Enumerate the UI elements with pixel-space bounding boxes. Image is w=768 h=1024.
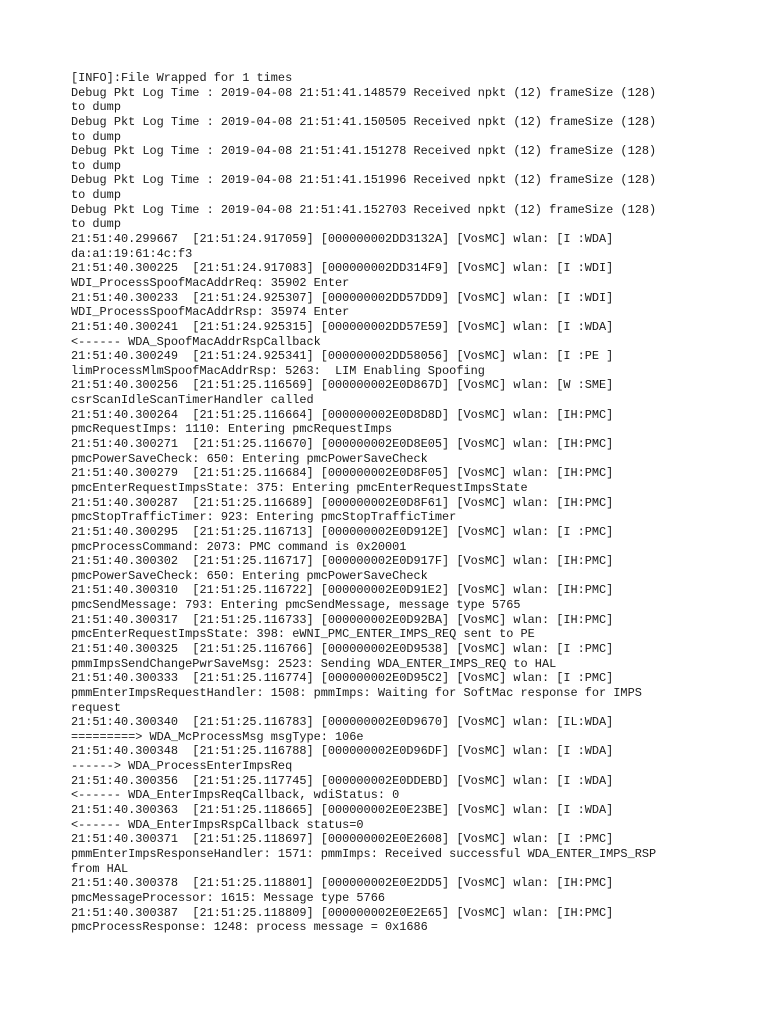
log-line: to dump [71, 188, 121, 203]
log-line: to dump [71, 100, 121, 115]
log-line: pmmEnterImpsRequestHandler: 1508: pmmImps: Waiting for SoftMac response for IMPS [71, 685, 642, 700]
log-line: 21:51:40.300241 [21:51:24.925315] [000000002DD57E59] [VosMC] wlan: [I :WDA] [71, 319, 614, 334]
log-line: pmcStopTrafficTimer: 923: Entering pmcStopTrafficTimer [71, 510, 457, 525]
log-line: Debug Pkt Log Time : 2019-04-08 21:51:41.151996 Received npkt (12) frameSize (128) [71, 173, 657, 188]
log-line: 21:51:40.300340 [21:51:25.116783] [000000002E0D9670] [VosMC] wlan: [IL:WDA] [71, 715, 614, 730]
log-line: Debug Pkt Log Time : 2019-04-08 21:51:41.152703 Received npkt (12) frameSize (128) [71, 202, 657, 217]
log-line: WDI_ProcessSpoofMacAddrReq: 35902 Enter [71, 275, 350, 290]
log-line: Debug Pkt Log Time : 2019-04-08 21:51:41.148579 Received npkt (12) frameSize (128) [71, 85, 657, 100]
log-line: 21:51:40.300356 [21:51:25.117745] [000000002E0DDEBD] [VosMC] wlan: [I :WDA] [71, 773, 614, 788]
log-line: 21:51:40.300287 [21:51:25.116689] [000000002E0D8F61] [VosMC] wlan: [IH:PMC] [71, 495, 614, 510]
log-text-block [71, 71, 751, 935]
log-line: pmcPowerSaveCheck: 650: Entering pmcPowerSaveCheck [71, 568, 428, 583]
log-line: 21:51:40.300225 [21:51:24.917083] [000000002DD314F9] [VosMC] wlan: [I :WDI] [71, 261, 614, 276]
log-line: 21:51:40.300371 [21:51:25.118697] [000000002E0E2608] [VosMC] wlan: [I :PMC] [71, 832, 614, 847]
log-line: ------> WDA_ProcessEnterImpsReq [71, 759, 293, 774]
log-line: 21:51:40.300317 [21:51:25.116733] [000000002E0D92BA] [VosMC] wlan: [IH:PMC] [71, 612, 614, 627]
log-line: pmcPowerSaveCheck: 650: Entering pmcPowerSaveCheck [71, 451, 428, 466]
log-line: 21:51:40.300333 [21:51:25.116774] [000000002E0D95C2] [VosMC] wlan: [I :PMC] [71, 671, 614, 686]
log-line: pmcEnterRequestImpsState: 398: eWNI_PMC_ENTER_IMPS_REQ sent to PE [71, 627, 535, 642]
log-line: 21:51:40.300310 [21:51:25.116722] [000000002E0D91E2] [VosMC] wlan: [IH:PMC] [71, 583, 614, 598]
log-line: 21:51:40.300264 [21:51:25.116664] [000000002E0D8D8D] [VosMC] wlan: [IH:PMC] [71, 407, 614, 422]
log-line: to dump [71, 158, 121, 173]
log-line: limProcessMlmSpoofMacAddrRsp: 5263: LIM Enabling Spoofing [71, 363, 485, 378]
log-line: 21:51:40.300348 [21:51:25.116788] [000000002E0D96DF] [VosMC] wlan: [I :WDA] [71, 744, 614, 759]
log-line: <------ WDA_EnterImpsReqCallback, wdiStatus: 0 [71, 788, 400, 803]
log-line: 21:51:40.300302 [21:51:25.116717] [000000002E0D917F] [VosMC] wlan: [IH:PMC] [71, 554, 614, 569]
log-line: <------ WDA_EnterImpsRspCallback status=0 [71, 817, 364, 832]
log-line: to dump [71, 217, 121, 232]
log-line: da:a1:19:61:4c:f3 [71, 246, 193, 261]
log-line: =========> WDA_McProcessMsg msgType: 106e [71, 729, 364, 744]
log-line: 21:51:40.300233 [21:51:24.925307] [000000002DD57DD9] [VosMC] wlan: [I :WDI] [71, 290, 614, 305]
log-line: pmcSendMessage: 793: Entering pmcSendMessage, message type 5765 [71, 598, 521, 613]
log-line: [INFO]:File Wrapped for 1 times [71, 71, 293, 85]
log-line: pmcRequestImps: 1110: Entering pmcRequestImps [71, 422, 393, 437]
log-line: 21:51:40.300256 [21:51:25.116569] [000000002E0D867D] [VosMC] wlan: [W :SME] [71, 378, 614, 393]
log-line: <------ WDA_SpoofMacAddrRspCallback [71, 334, 321, 349]
log-line: Debug Pkt Log Time : 2019-04-08 21:51:41.150505 Received npkt (12) frameSize (128) [71, 114, 657, 129]
log-line: 21:51:40.299667 [21:51:24.917059] [000000002DD3132A] [VosMC] wlan: [I :WDA] [71, 232, 614, 247]
log-line: to dump [71, 129, 121, 144]
log-line: from HAL [71, 861, 129, 876]
log-line: pmcEnterRequestImpsState: 375: Entering pmcEnterRequestImpsState [71, 480, 528, 495]
log-line: 21:51:40.300363 [21:51:25.118665] [000000002E0E23BE] [VosMC] wlan: [I :WDA] [71, 803, 614, 818]
log-line: 21:51:40.300387 [21:51:25.118809] [000000002E0E2E65] [VosMC] wlan: [IH:PMC] [71, 905, 614, 920]
log-line: pmcProcessResponse: 1248: process message = 0x1686 [71, 920, 428, 935]
log-line: pmcMessageProcessor: 1615: Message type 5766 [71, 890, 385, 905]
log-line: csrScanIdleScanTimerHandler called [71, 393, 314, 408]
log-line: 21:51:40.300325 [21:51:25.116766] [000000002E0D9538] [VosMC] wlan: [I :PMC] [71, 641, 614, 656]
log-line: 21:51:40.300271 [21:51:25.116670] [000000002E0D8E05] [VosMC] wlan: [IH:PMC] [71, 437, 614, 452]
log-line: WDI_ProcessSpoofMacAddrRsp: 35974 Enter [71, 305, 350, 320]
log-line: 21:51:40.300378 [21:51:25.118801] [000000002E0E2DD5] [VosMC] wlan: [IH:PMC] [71, 876, 614, 891]
log-line: 21:51:40.300279 [21:51:25.116684] [000000002E0D8F05] [VosMC] wlan: [IH:PMC] [71, 466, 614, 481]
log-line: request [71, 700, 121, 715]
log-line: Debug Pkt Log Time : 2019-04-08 21:51:41.151278 Received npkt (12) frameSize (128) [71, 144, 657, 159]
log-line: pmcProcessCommand: 2073: PMC command is 0x20001 [71, 539, 407, 554]
log-line: pmmEnterImpsResponseHandler: 1571: pmmImps: Received successful WDA_ENTER_IMPS_RSP [71, 846, 657, 861]
log-line: 21:51:40.300249 [21:51:24.925341] [000000002DD58056] [VosMC] wlan: [I :PE ] [71, 349, 614, 364]
log-line: pmmImpsSendChangePwrSaveMsg: 2523: Sending WDA_ENTER_IMPS_REQ to HAL [71, 656, 557, 671]
log-line: 21:51:40.300295 [21:51:25.116713] [000000002E0D912E] [VosMC] wlan: [I :PMC] [71, 524, 614, 539]
